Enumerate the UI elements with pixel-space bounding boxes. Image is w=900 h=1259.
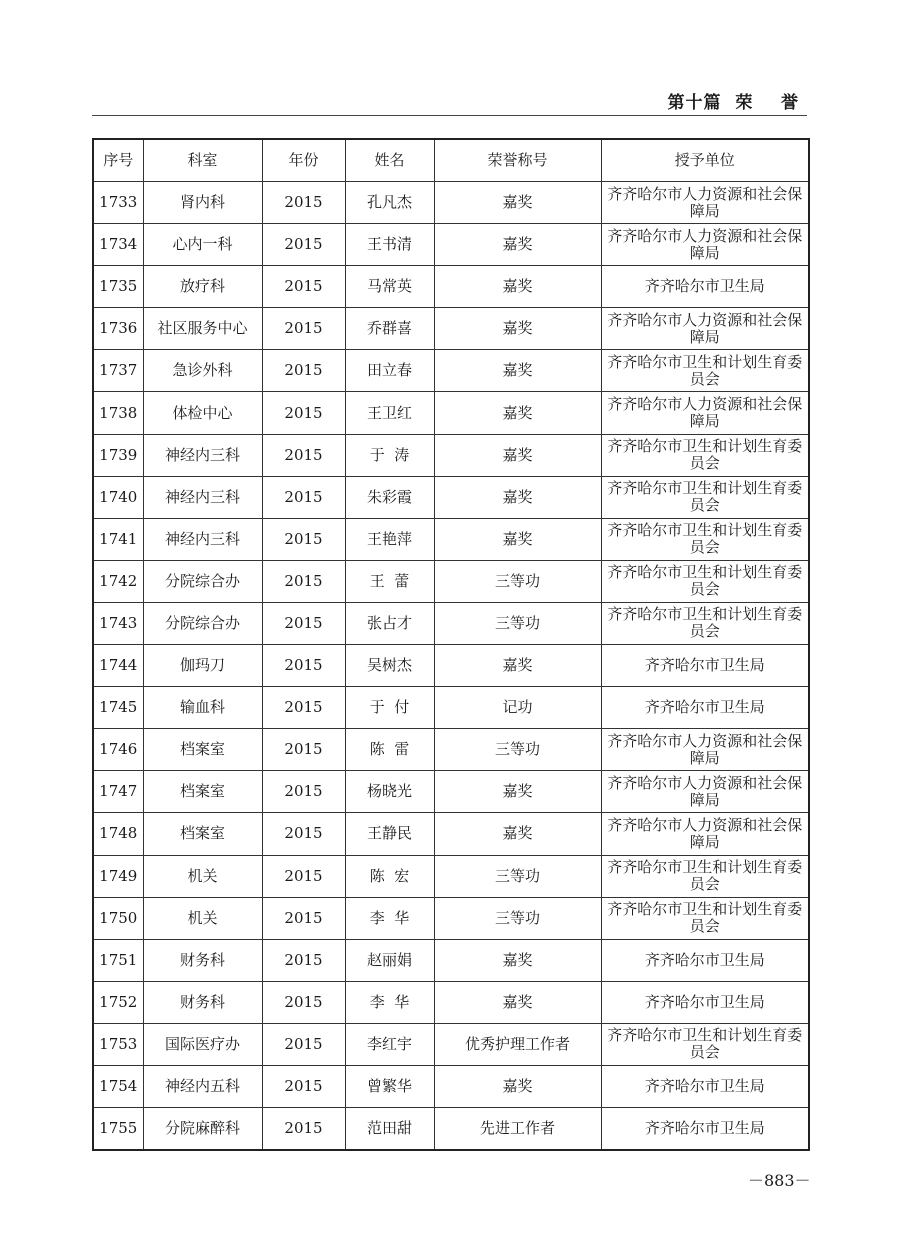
cell-number: 1735 <box>93 266 143 308</box>
cell-name: 李 华 <box>345 981 434 1023</box>
cell-awarding-unit: 齐齐哈尔市卫生和计划生育委员会 <box>601 1023 809 1065</box>
cell-name: 曾繁华 <box>345 1065 434 1107</box>
cell-name: 陈 宏 <box>345 855 434 897</box>
cell-department: 神经内三科 <box>143 434 262 476</box>
cell-department: 伽玛刀 <box>143 645 262 687</box>
table-row <box>93 981 809 1023</box>
cell-year: 2015 <box>262 350 345 392</box>
cell-honor: 嘉奖 <box>434 308 601 350</box>
table-row <box>93 602 809 644</box>
cell-name: 陈 雷 <box>345 729 434 771</box>
cell-department: 神经内五科 <box>143 1065 262 1107</box>
cell-awarding-unit: 齐齐哈尔市卫生局 <box>601 1065 809 1107</box>
cell-name: 王艳萍 <box>345 518 434 560</box>
cell-department: 心内一科 <box>143 224 262 266</box>
cell-number: 1747 <box>93 771 143 813</box>
cell-awarding-unit: 齐齐哈尔市人力资源和社会保障局 <box>601 729 809 771</box>
cell-year: 2015 <box>262 266 345 308</box>
cell-awarding-unit: 齐齐哈尔市卫生和计划生育委员会 <box>601 897 809 939</box>
column-header-year: 年份 <box>262 139 345 182</box>
column-header-honor: 荣誉称号 <box>434 139 601 182</box>
cell-honor: 三等功 <box>434 602 601 644</box>
cell-name: 朱彩霞 <box>345 476 434 518</box>
table-row <box>93 224 809 266</box>
cell-name: 王静民 <box>345 813 434 855</box>
cell-department: 输血科 <box>143 687 262 729</box>
table-row <box>93 518 809 560</box>
column-header-number: 序号 <box>93 139 143 182</box>
cell-honor: 三等功 <box>434 729 601 771</box>
cell-year: 2015 <box>262 1108 345 1151</box>
cell-department: 分院综合办 <box>143 560 262 602</box>
table-row <box>93 350 809 392</box>
cell-awarding-unit: 齐齐哈尔市卫生和计划生育委员会 <box>601 476 809 518</box>
cell-honor: 嘉奖 <box>434 771 601 813</box>
cell-name: 孔凡杰 <box>345 182 434 224</box>
cell-awarding-unit: 齐齐哈尔市卫生局 <box>601 645 809 687</box>
cell-number: 1736 <box>93 308 143 350</box>
cell-number: 1745 <box>93 687 143 729</box>
table-row <box>93 939 809 981</box>
cell-year: 2015 <box>262 224 345 266</box>
awards-table <box>92 138 810 1151</box>
table-row <box>93 308 809 350</box>
cell-year: 2015 <box>262 981 345 1023</box>
cell-year: 2015 <box>262 771 345 813</box>
cell-department: 肾内科 <box>143 182 262 224</box>
cell-honor: 嘉奖 <box>434 434 601 476</box>
cell-awarding-unit: 齐齐哈尔市卫生和计划生育委员会 <box>601 434 809 476</box>
cell-name: 李 华 <box>345 897 434 939</box>
cell-honor: 嘉奖 <box>434 350 601 392</box>
cell-awarding-unit: 齐齐哈尔市人力资源和社会保障局 <box>601 771 809 813</box>
cell-year: 2015 <box>262 687 345 729</box>
cell-year: 2015 <box>262 1065 345 1107</box>
cell-year: 2015 <box>262 729 345 771</box>
cell-number: 1741 <box>93 518 143 560</box>
cell-honor: 嘉奖 <box>434 1065 601 1107</box>
column-header-name: 姓名 <box>345 139 434 182</box>
cell-name: 于 付 <box>345 687 434 729</box>
cell-department: 档案室 <box>143 771 262 813</box>
cell-name: 吴树杰 <box>345 645 434 687</box>
cell-number: 1734 <box>93 224 143 266</box>
cell-department: 机关 <box>143 897 262 939</box>
cell-year: 2015 <box>262 308 345 350</box>
cell-year: 2015 <box>262 813 345 855</box>
cell-year: 2015 <box>262 602 345 644</box>
cell-honor: 嘉奖 <box>434 476 601 518</box>
cell-name: 张占才 <box>345 602 434 644</box>
cell-honor: 嘉奖 <box>434 224 601 266</box>
cell-awarding-unit: 齐齐哈尔市人力资源和社会保障局 <box>601 392 809 434</box>
cell-number: 1744 <box>93 645 143 687</box>
cell-name: 赵丽娟 <box>345 939 434 981</box>
cell-awarding-unit: 齐齐哈尔市卫生和计划生育委员会 <box>601 518 809 560</box>
cell-name: 王 蕾 <box>345 560 434 602</box>
table-row <box>93 1108 809 1151</box>
cell-honor: 记功 <box>434 687 601 729</box>
table-row <box>93 182 809 224</box>
cell-awarding-unit: 齐齐哈尔市人力资源和社会保障局 <box>601 813 809 855</box>
cell-number: 1752 <box>93 981 143 1023</box>
cell-number: 1739 <box>93 434 143 476</box>
cell-year: 2015 <box>262 560 345 602</box>
cell-awarding-unit: 齐齐哈尔市卫生和计划生育委员会 <box>601 560 809 602</box>
cell-honor: 嘉奖 <box>434 813 601 855</box>
column-header-awarding-unit: 授予单位 <box>601 139 809 182</box>
cell-department: 神经内三科 <box>143 518 262 560</box>
cell-awarding-unit: 齐齐哈尔市人力资源和社会保障局 <box>601 308 809 350</box>
cell-name: 范田甜 <box>345 1108 434 1151</box>
cell-honor: 嘉奖 <box>434 645 601 687</box>
table-row <box>93 392 809 434</box>
table-row <box>93 1065 809 1107</box>
table-row <box>93 897 809 939</box>
table-row <box>93 855 809 897</box>
running-header <box>92 88 807 116</box>
cell-number: 1733 <box>93 182 143 224</box>
cell-year: 2015 <box>262 434 345 476</box>
table-row <box>93 645 809 687</box>
cell-name: 王书清 <box>345 224 434 266</box>
cell-awarding-unit: 齐齐哈尔市卫生局 <box>601 981 809 1023</box>
cell-department: 神经内三科 <box>143 476 262 518</box>
cell-awarding-unit: 齐齐哈尔市卫生和计划生育委员会 <box>601 350 809 392</box>
cell-department: 分院麻醉科 <box>143 1108 262 1151</box>
cell-year: 2015 <box>262 392 345 434</box>
cell-name: 乔群喜 <box>345 308 434 350</box>
cell-year: 2015 <box>262 939 345 981</box>
cell-department: 财务科 <box>143 939 262 981</box>
cell-number: 1738 <box>93 392 143 434</box>
cell-honor: 嘉奖 <box>434 518 601 560</box>
page-number: －883－ <box>748 1171 811 1190</box>
cell-number: 1740 <box>93 476 143 518</box>
cell-honor: 嘉奖 <box>434 392 601 434</box>
cell-year: 2015 <box>262 855 345 897</box>
cell-honor: 优秀护理工作者 <box>434 1023 601 1065</box>
cell-awarding-unit: 齐齐哈尔市卫生和计划生育委员会 <box>601 602 809 644</box>
cell-number: 1753 <box>93 1023 143 1065</box>
table-row <box>93 1023 809 1065</box>
cell-name: 李红宇 <box>345 1023 434 1065</box>
table-row <box>93 729 809 771</box>
cell-department: 档案室 <box>143 813 262 855</box>
table-header-row <box>93 139 809 182</box>
table-row <box>93 687 809 729</box>
column-header-department: 科室 <box>143 139 262 182</box>
cell-awarding-unit: 齐齐哈尔市卫生局 <box>601 1108 809 1151</box>
cell-honor: 嘉奖 <box>434 266 601 308</box>
cell-number: 1737 <box>93 350 143 392</box>
table-row <box>93 771 809 813</box>
cell-number: 1751 <box>93 939 143 981</box>
cell-name: 杨晓光 <box>345 771 434 813</box>
cell-department: 急诊外科 <box>143 350 262 392</box>
cell-number: 1750 <box>93 897 143 939</box>
cell-honor: 三等功 <box>434 897 601 939</box>
cell-honor: 先进工作者 <box>434 1108 601 1151</box>
chapter-title: 第十篇 荣 誉 <box>667 93 799 113</box>
cell-department: 档案室 <box>143 729 262 771</box>
cell-awarding-unit: 齐齐哈尔市卫生和计划生育委员会 <box>601 855 809 897</box>
cell-honor: 嘉奖 <box>434 939 601 981</box>
cell-year: 2015 <box>262 897 345 939</box>
cell-name: 王卫红 <box>345 392 434 434</box>
cell-department: 分院综合办 <box>143 602 262 644</box>
cell-honor: 嘉奖 <box>434 981 601 1023</box>
cell-honor: 三等功 <box>434 855 601 897</box>
cell-number: 1749 <box>93 855 143 897</box>
cell-year: 2015 <box>262 645 345 687</box>
cell-awarding-unit: 齐齐哈尔市人力资源和社会保障局 <box>601 182 809 224</box>
cell-number: 1742 <box>93 560 143 602</box>
cell-department: 机关 <box>143 855 262 897</box>
cell-honor: 三等功 <box>434 560 601 602</box>
table-row <box>93 813 809 855</box>
cell-awarding-unit: 齐齐哈尔市人力资源和社会保障局 <box>601 224 809 266</box>
cell-awarding-unit: 齐齐哈尔市卫生局 <box>601 939 809 981</box>
table-body <box>93 182 809 1151</box>
cell-department: 体检中心 <box>143 392 262 434</box>
cell-department: 财务科 <box>143 981 262 1023</box>
table-row <box>93 266 809 308</box>
cell-honor: 嘉奖 <box>434 182 601 224</box>
cell-awarding-unit: 齐齐哈尔市卫生局 <box>601 687 809 729</box>
cell-year: 2015 <box>262 182 345 224</box>
cell-number: 1746 <box>93 729 143 771</box>
cell-year: 2015 <box>262 476 345 518</box>
cell-number: 1755 <box>93 1108 143 1151</box>
cell-year: 2015 <box>262 1023 345 1065</box>
cell-department: 放疗科 <box>143 266 262 308</box>
cell-number: 1754 <box>93 1065 143 1107</box>
table-row <box>93 476 809 518</box>
table-row <box>93 560 809 602</box>
cell-name: 于 涛 <box>345 434 434 476</box>
cell-department: 社区服务中心 <box>143 308 262 350</box>
cell-awarding-unit: 齐齐哈尔市卫生局 <box>601 266 809 308</box>
table-row <box>93 434 809 476</box>
cell-name: 马常英 <box>345 266 434 308</box>
cell-department: 国际医疗办 <box>143 1023 262 1065</box>
cell-name: 田立春 <box>345 350 434 392</box>
cell-number: 1743 <box>93 602 143 644</box>
cell-year: 2015 <box>262 518 345 560</box>
cell-number: 1748 <box>93 813 143 855</box>
